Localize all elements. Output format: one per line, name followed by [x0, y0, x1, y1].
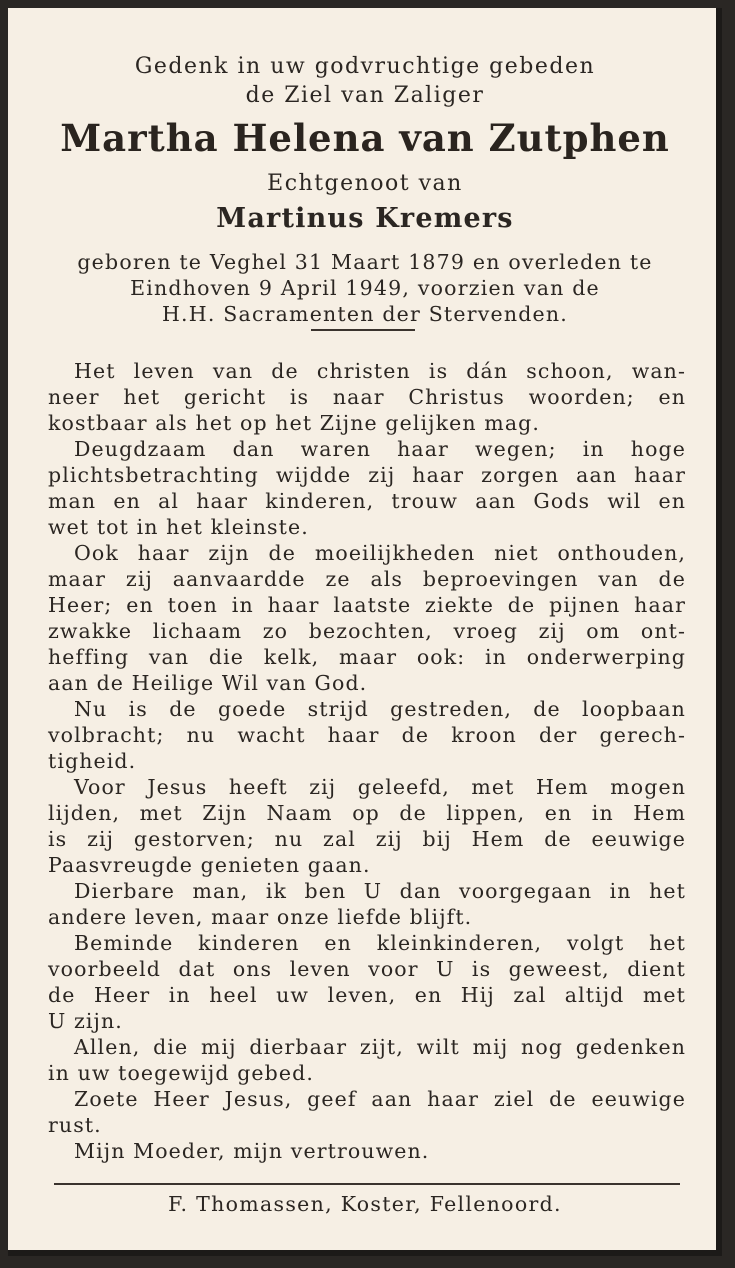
text-line: tigheid.: [48, 749, 137, 773]
prayer-line-1: Gedenk in uw godvruchtige gebeden: [134, 54, 596, 79]
text-line: aan de Heilige Wil van God.: [48, 671, 368, 695]
text-line: Allen, die mij dierbaar zijt, wilt mij nog gedenken: [74, 1035, 686, 1059]
text-line: is zij gestorven; nu zal zij bij Hem de eeuwige: [48, 827, 686, 851]
memorial-text: [48, 358, 686, 1164]
text-line: plichtsbetrachting wijdde zij haar zorgen aan haar: [48, 463, 686, 487]
text-line: Zoete Heer Jesus, geef aan haar ziel de eeuwige: [74, 1087, 686, 1111]
text-line: Paasvreugde genieten gaan.: [48, 853, 371, 877]
text-line: kostbaar als het op het Zijne gelijken mag.: [48, 411, 540, 435]
text-line: Ook haar zijn de moeilijkheden niet onthouden,: [74, 541, 686, 565]
text-line: Voor Jesus heeft zij geleefd, met Hem mogen: [74, 775, 686, 799]
text-line: Dierbare man, ik ben U dan voorgegaan in het: [74, 879, 686, 903]
text-line: lijden, met Zijn Naam op de lippen, en in Hem: [48, 801, 686, 825]
prayer-line-2: de Ziel van Zaliger: [245, 83, 485, 108]
text-line: maar zij aanvaardde ze als beproevingen van de: [48, 567, 686, 591]
text-line: Beminde kinderen en kleinkinderen, volgt het: [74, 931, 686, 955]
text-line: wet tot in het kleinste.: [48, 515, 309, 539]
text-line: U zijn.: [48, 1009, 123, 1033]
birth-death-info: [8, 249, 722, 327]
text-line: in uw toegewijd gebed.: [48, 1061, 314, 1085]
text-line: Nu is de goede strijd gestreden, de loopbaan: [74, 697, 686, 721]
text-line: Heer; en toen in haar laatste ziekte de pijnen haar: [48, 593, 686, 617]
text-line: heffing van die kelk, maar ook: in onderwerping: [48, 645, 686, 669]
text-line: neer het gericht is naar Christus woorden; en: [48, 385, 686, 409]
printer-credit: F. Thomassen, Koster, Fellenoord.: [168, 1192, 562, 1216]
text-line: man en al haar kinderen, trouw aan Gods wil en: [48, 489, 686, 513]
birth-line: H.H. Sacramenten der Stervenden.: [161, 302, 568, 326]
birth-line: Eindhoven 9 April 1949, voorzien van de: [130, 276, 600, 300]
divider-long: [54, 1183, 680, 1185]
text-line: Deugdzaam dan waren haar wegen; in hoge: [74, 437, 686, 461]
text-line: de Heer in heel uw leven, en Hij zal altijd met: [48, 983, 686, 1007]
spouse-name: Martinus Kremers: [216, 203, 514, 234]
text-line: andere leven, maar onze liefde blijft.: [48, 905, 473, 929]
text-line: voorbeeld dat ons leven voor U is geweest, dient: [48, 957, 686, 981]
deceased-name: Martha Helena van Zutphen: [60, 116, 670, 160]
divider-short: [311, 329, 415, 331]
spouse-intro: Echtgenoot van: [267, 171, 463, 196]
text-line: zwakke lichaam zo bezochten, vroeg zij om ont-: [48, 619, 686, 643]
text-line: volbracht; nu wacht haar de kroon der gerech-: [48, 723, 686, 747]
text-line: rust.: [48, 1113, 102, 1137]
text-line: Het leven van de christen is dán schoon, wan-: [74, 359, 686, 383]
birth-line: geboren te Veghel 31 Maart 1879 en overleden te: [77, 250, 653, 274]
text-line: Mijn Moeder, mijn vertrouwen.: [74, 1139, 430, 1163]
memorial-card: [8, 8, 722, 1256]
